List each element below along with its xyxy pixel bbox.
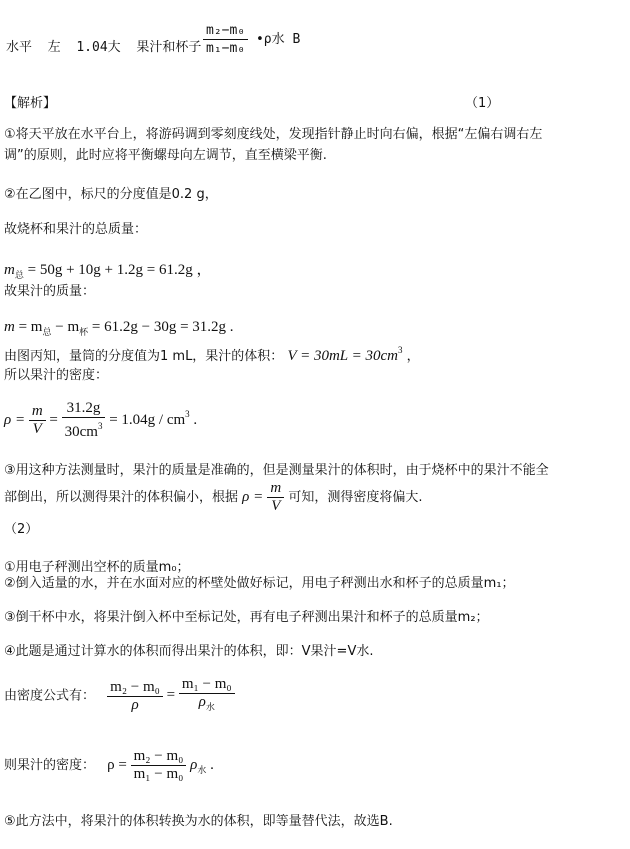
para-3: 故烧杯和果汁的总质量： [4, 222, 148, 237]
step-5-frac1 [107, 679, 163, 714]
eq-rho-den2-wrap [62, 418, 106, 441]
eq-juice-rhs: = 61.2g − 30g = 31.2g [88, 319, 227, 335]
eq-rho-num2: 31.2g [62, 400, 106, 418]
step-5-den2: ρ [198, 694, 206, 710]
para-5-eq: V = 30mL = 30cm [287, 348, 398, 364]
eq-rho-eq: = [49, 411, 58, 428]
para-7-rho: ρ = [242, 489, 264, 505]
para-7-post: 可知，测得密度将偏大. [288, 490, 423, 505]
eq-rho-den2: 30cm [64, 424, 98, 440]
step-5-eq [107, 676, 235, 713]
eq-total-tail: ， [196, 262, 212, 278]
para-7-frac [267, 480, 284, 515]
equation-juice-mass [4, 319, 234, 338]
answer-4: 果汁和杯子 [136, 40, 202, 55]
eq-total-rhs: = 50g + 10g + 1.2g = 61.2g [27, 262, 193, 278]
eq-rho-tail: . [193, 411, 198, 428]
step-5 [4, 676, 235, 716]
step-5-den1: ρ [131, 696, 139, 713]
eq-juice-minus: − m [51, 319, 80, 335]
para-1-line-2: 调”的原则，此时应将平衡螺母向左调节，直至横梁平衡. [4, 148, 327, 163]
para-4: 故果汁的质量： [4, 284, 96, 299]
eq-total-lhs: m [4, 262, 15, 278]
para-6: 所以果汁的密度： [4, 368, 109, 383]
analysis-heading: 【解析】 [4, 96, 57, 111]
step-5-equals: = [166, 687, 176, 704]
step-5-den2-wrap [179, 694, 235, 716]
eq-rho-rho: ρ = [4, 411, 26, 428]
step-6 [4, 748, 214, 783]
eq-rho-rhs-sup: 3 [185, 408, 190, 419]
step-6-rho: ρ = [107, 756, 127, 773]
answer-2: 左 [47, 40, 61, 55]
para-7-line-1: ③用这种方法测量时，果汁的质量是准确的，但是测量果汁的体积时，由于烧杯中的果汁不能全 [4, 463, 549, 478]
step-5-den2-sub: 水 [205, 702, 215, 712]
step-5-text: 由密度公式有： [4, 688, 96, 704]
eq-juice-sub1: 总 [42, 327, 52, 337]
para-5 [4, 345, 420, 365]
answer-fraction-den: m₁−m₀ [206, 41, 246, 56]
para-1-line-1: ①将天平放在水平台上，将游码调到零刻度线处，发现指针静止时向右偏，根据“左偏右调右左 [4, 127, 543, 142]
step-5-frac2 [179, 676, 235, 716]
eq-juice-sub2: 杯 [79, 327, 89, 337]
eq-rho-rhs: = 1.04g / cm [109, 411, 186, 428]
eq-rho-den1: V [32, 421, 42, 437]
eq-juice-eq1: = m [18, 319, 43, 335]
step-6-den: m₁ − m₀ [133, 766, 184, 782]
answer-1: 水平 [6, 40, 33, 55]
para-2: ②在乙图中，标尺的分度值是0.2 g， [4, 187, 218, 202]
eq-rho-den2-sup: 3 [97, 421, 103, 431]
para-5-text: 由图丙知，量筒的分度值为1 mL，果汁的体积： [4, 349, 284, 364]
step-3: ③倒干杯中水，将果汁倒入杯中至标记处，再有电子秤测出果汁和杯子的总质量m₂； [4, 610, 489, 625]
eq-juice-tail: . [229, 319, 234, 335]
step-6-eq [107, 748, 214, 782]
para-7-pre: 部倒出，所以测得果汁的体积偏小，根据 [4, 490, 239, 505]
step-6-tail: . [210, 756, 214, 773]
step-6-text: 则果汁的密度： [4, 757, 96, 773]
answer-fraction [203, 22, 248, 57]
equation-total-mass [4, 258, 211, 281]
step-7: ⑤此方法中，将果汁的体积转换为水的体积，即等量替代法，故选B. [4, 814, 393, 829]
answer-fraction-num: m₂−m₀ [203, 22, 248, 40]
answer-line [6, 36, 209, 55]
part2-label: （2） [4, 522, 39, 537]
step-4: ④此题是通过计算水的体积而得出果汁的体积，即：V果汁=V水. [4, 644, 374, 659]
eq-rho-num1: m [29, 403, 46, 421]
answer-choice: B [292, 32, 301, 47]
para-7-line-2 [4, 480, 423, 515]
para-5-sup: 3 [397, 345, 403, 355]
para-7-den: V [271, 498, 281, 514]
part1-label: （1） [465, 96, 500, 111]
step-1: ①用电子秤测出空杯的质量m₀； [4, 560, 190, 575]
answer-formula-tail: •ρ水 [255, 32, 285, 47]
step-6-num: m₂ − m₀ [131, 748, 187, 766]
step-5-num1: m₂ − m₀ [107, 679, 163, 697]
eq-rho-frac2 [62, 400, 106, 441]
answer-formula [203, 22, 300, 57]
step-2: ②倒入适量的水，并在水面对应的杯壁处做好标记，用电子秤测出水和杯子的总质量m₁； [4, 576, 515, 591]
para-5-tail: ， [406, 349, 420, 364]
equation-density [4, 400, 197, 441]
eq-juice-m: m [4, 319, 15, 335]
step-6-frac [131, 748, 187, 783]
eq-rho-frac1 [29, 403, 46, 438]
step-6-rho2: ρ [190, 756, 198, 773]
eq-total-sub: 总 [14, 270, 24, 280]
answer-3: 1.04大 [76, 40, 121, 55]
step-6-rho2-sub: 水 [197, 764, 207, 775]
para-7-num: m [267, 480, 284, 498]
step-5-num2: m₁ − m₀ [179, 676, 235, 694]
